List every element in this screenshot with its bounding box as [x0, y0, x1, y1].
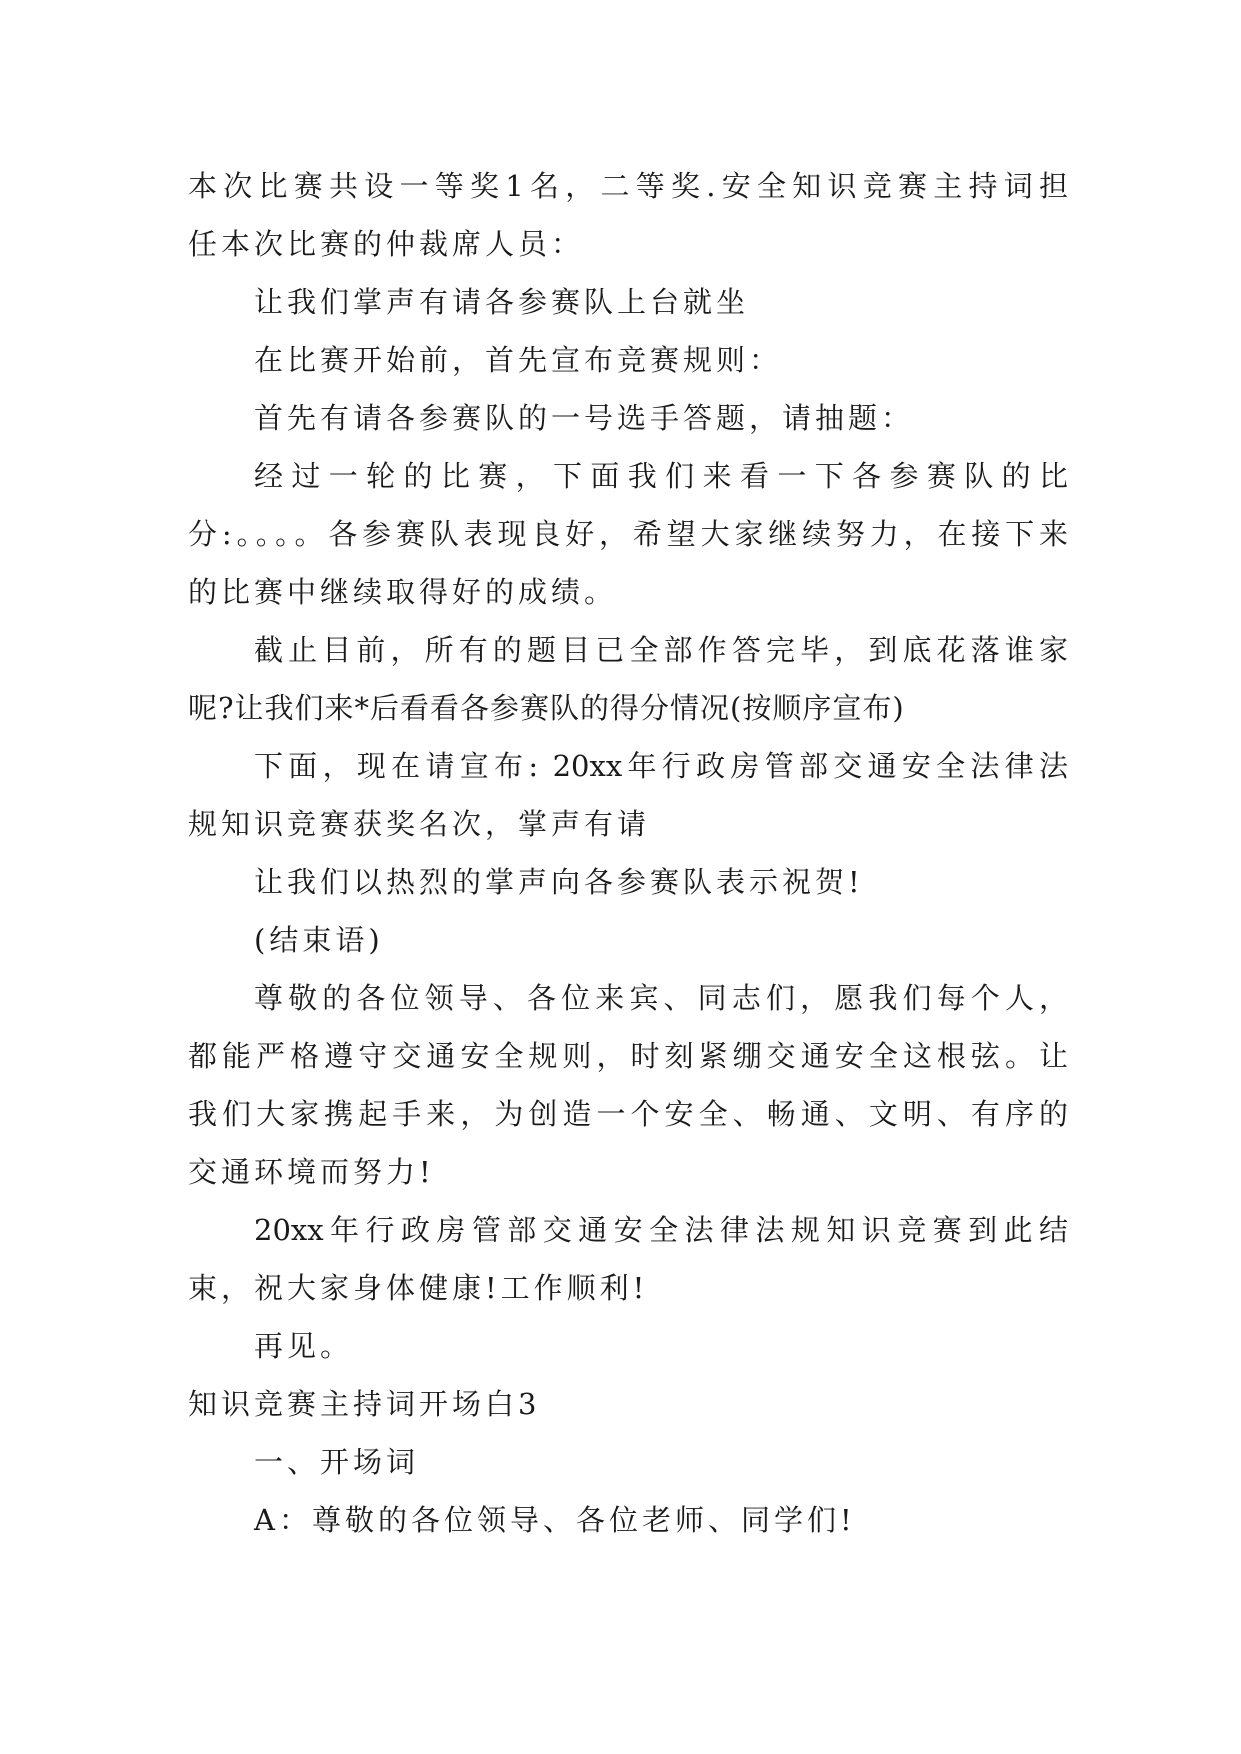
- paragraph-line: 让我们以热烈的掌声向各参赛队表示祝贺!: [254, 865, 864, 899]
- paragraph-line: 束，祝大家身体健康!工作顺利!: [188, 1271, 649, 1305]
- paragraph-line: 一、开场词: [254, 1445, 420, 1479]
- paragraph-line: 首先有请各参赛队的一号选手答题，请抽题：: [254, 401, 915, 435]
- paragraph-line: 本次比赛共设一等奖1名，二等奖.安全知识竞赛主持词担: [188, 169, 1068, 203]
- paragraph-line: 任本次比赛的仲裁席人员：: [188, 227, 585, 261]
- paragraph-line: 尊敬的各位领导、各位来宾、同志们，愿我们每个人，: [254, 981, 1068, 1015]
- paragraph-line: 交通环境而努力!: [188, 1155, 435, 1189]
- paragraph-line: 20xx年行政房管部交通安全法律法规知识竞赛到此结: [254, 1213, 1068, 1247]
- paragraph-line: 下面，现在请宣布: 20xx年行政房管部交通安全法律法: [254, 749, 1068, 783]
- paragraph-line: A：尊敬的各位领导、各位老师、同学们!: [254, 1503, 856, 1537]
- paragraph-line: 让我们掌声有请各参赛队上台就坐: [254, 285, 750, 319]
- paragraph-line: 分:。。。。各参赛队表现良好，希望大家继续努力，在接下来: [188, 517, 1068, 551]
- paragraph-line: 经过一轮的比赛，下面我们来看一下各参赛队的比: [254, 459, 1068, 493]
- paragraph-line: (结束语): [254, 923, 384, 957]
- paragraph-line: 都能严格遵守交通安全规则，时刻紧绷交通安全这根弦。让: [188, 1039, 1068, 1073]
- paragraph-line: 规知识竞赛获奖名次，掌声有请: [188, 807, 651, 841]
- paragraph-line: 截止目前，所有的题目已全部作答完毕，到底花落谁家: [254, 633, 1068, 667]
- section-heading: 知识竞赛主持词开场白3: [188, 1387, 541, 1421]
- paragraph-line: 呢?让我们来*后看看各参赛队的得分情况(按顺序宣布): [188, 691, 905, 725]
- paragraph-line: 我们大家携起手来，为创造一个安全、畅通、文明、有序的: [188, 1097, 1068, 1131]
- paragraph-line: 在比赛开始前，首先宣布竞赛规则：: [254, 343, 783, 377]
- paragraph-line: 的比赛中继续取得好的成绩。: [188, 575, 618, 609]
- paragraph-line: 再见。: [254, 1329, 354, 1363]
